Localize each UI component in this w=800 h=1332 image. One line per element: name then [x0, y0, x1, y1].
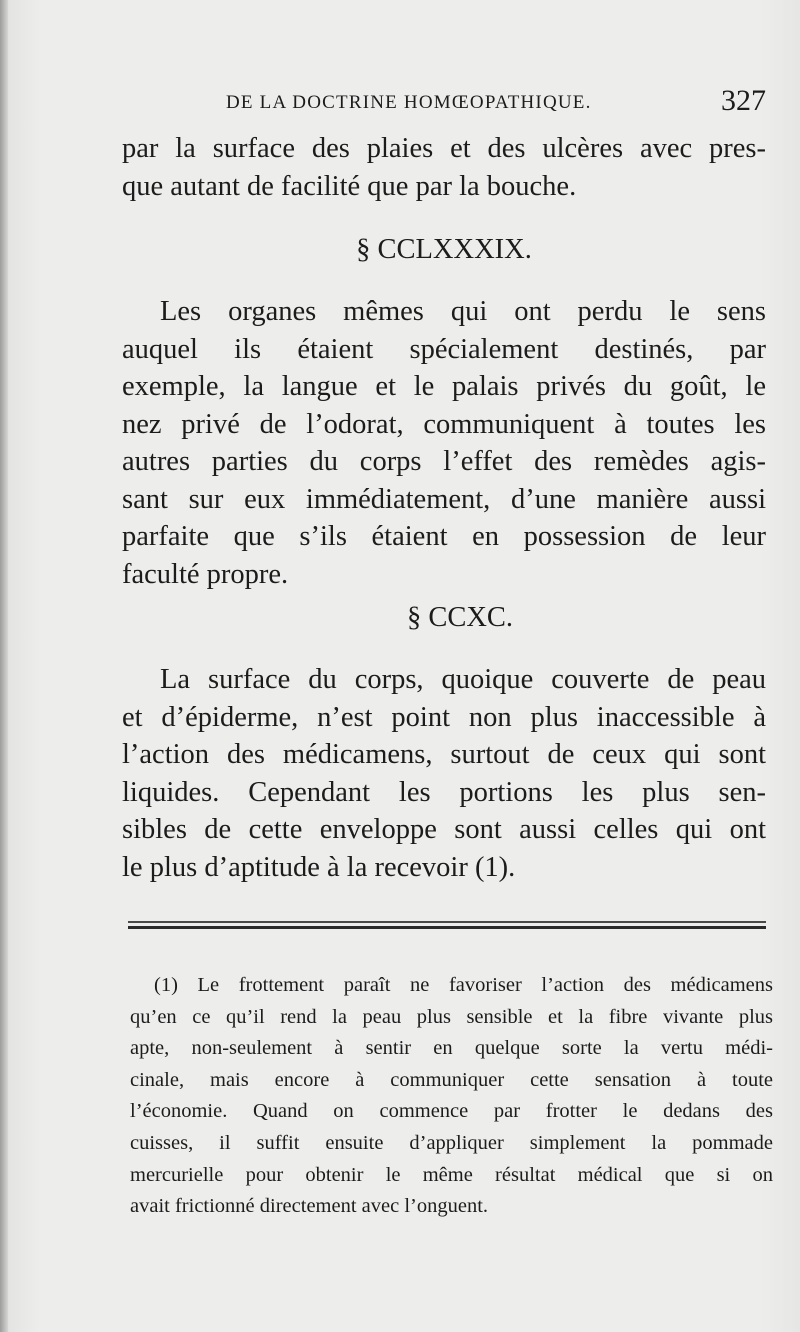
section-290-paragraph: [122, 661, 766, 886]
opening-paragraph: [122, 130, 766, 205]
text-line: La surface du corps, quoique couverte de peau: [160, 664, 766, 695]
text-line: autres parties du corps l’effet des remèdes agis-: [122, 446, 766, 477]
running-head-title: DE LA DOCTRINE HOMŒOPATHIQUE.: [226, 92, 592, 113]
text-line: et d’épiderme, n’est point non plus inaccessible à: [122, 701, 766, 733]
text-line: le plus d’aptitude à la recevoir (1).: [122, 851, 516, 883]
footnote-line: apte, non-seulement à sentir en quelque sorte la vertu médi-: [130, 1037, 773, 1060]
text-line: nez privé de l’odorat, communiquent à toutes les: [122, 408, 766, 440]
section-heading-289: § CCLXXXIX.: [356, 234, 532, 265]
text-line: sibles de cette enveloppe sont aussi celles qui ont: [122, 814, 766, 845]
footnote-separator-thin: [128, 921, 766, 923]
text-line: exemple, la langue et le palais privés du goût, le: [122, 371, 766, 402]
running-head: [226, 84, 766, 124]
footnote-line: l’économie. Quand on commence par frotter le dedans des: [130, 1100, 773, 1123]
section-heading-290: § CCXC.: [406, 602, 514, 633]
text-line: Les organes mêmes qui ont perdu le sens: [160, 296, 766, 327]
page-number: 327: [721, 84, 766, 117]
text-line: auquel ils étaient spécialement destinés, par: [122, 333, 766, 365]
footnote-separator-thick: [128, 926, 766, 929]
footnote-line: avait frictionné directement avec l’onguent.: [130, 1195, 489, 1218]
footnote-line: cuisses, il suffit ensuite d’appliquer simplement la pommade: [130, 1131, 773, 1154]
section-289-paragraph: [122, 293, 766, 593]
page-binding-edge: [0, 0, 8, 1332]
text-line: parfaite que s’ils étaient en possession de leur: [122, 521, 766, 552]
text-line: faculté propre.: [122, 558, 289, 590]
footnote-line: cinale, mais encore à communiquer cette sensation à toute: [130, 1068, 773, 1091]
text-line: que autant de facilité que par la bouche.: [122, 170, 577, 202]
footnote-line: mercurielle pour obtenir le même résultat médical que si on: [130, 1163, 773, 1186]
text-line: l’action des médicamens, surtout de ceux qui sont: [122, 739, 766, 770]
footnote-line: (1) Le frottement paraît ne favoriser l’action des médicamens: [154, 974, 773, 996]
text-line: liquides. Cependant les portions les plus sen-: [122, 776, 766, 808]
footnote: [130, 970, 773, 1223]
text-line: sant sur eux immédiatement, d’une manière aussi: [122, 483, 766, 515]
text-line: par la surface des plaies et des ulcères avec pres-: [122, 133, 766, 164]
footnote-line: qu’en ce qu’il rend la peau plus sensible et la fibre vivante plus: [130, 1005, 773, 1028]
